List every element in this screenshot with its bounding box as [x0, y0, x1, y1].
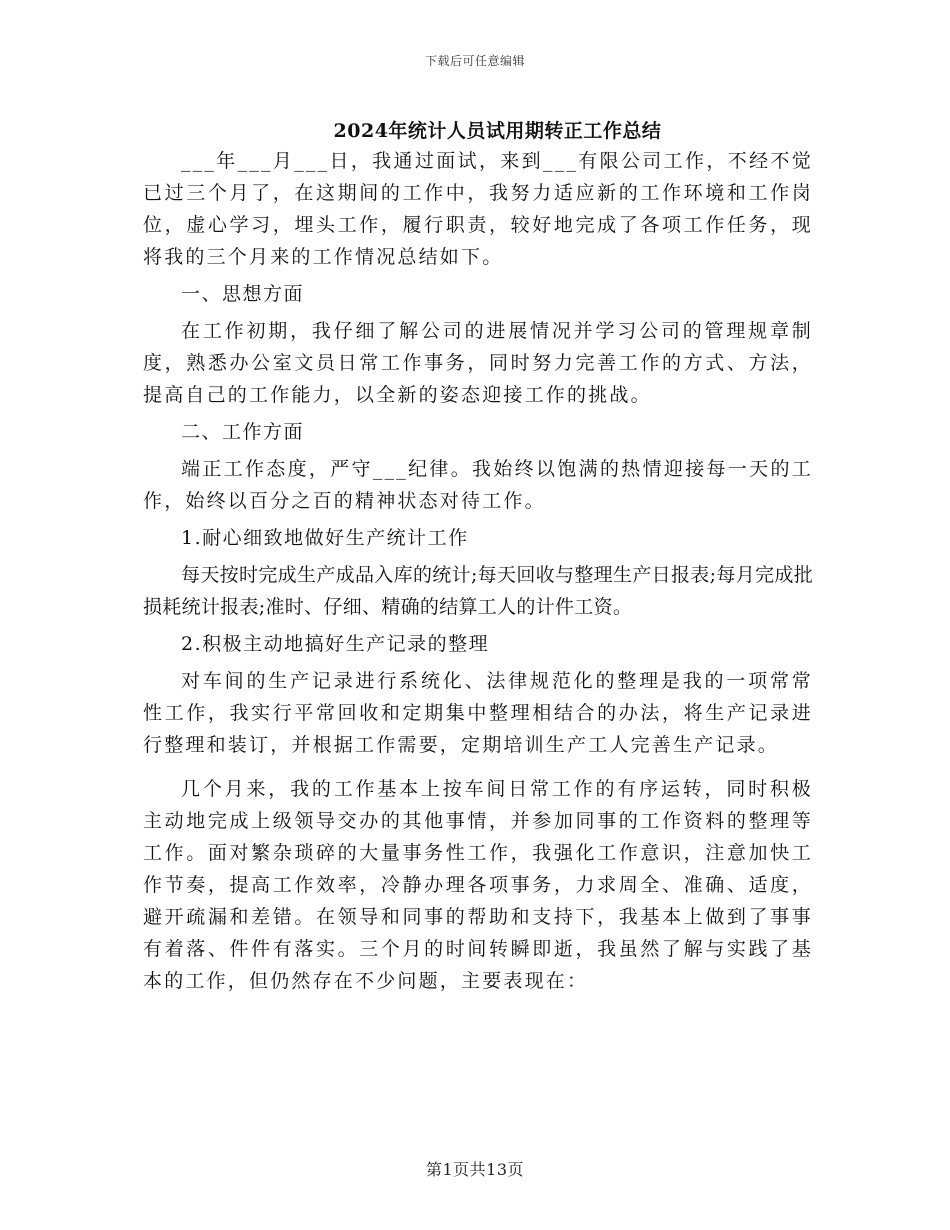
subsection-heading-records: 2.积极主动地搞好生产记录的整理: [181, 633, 490, 655]
section-heading-work: 二、工作方面: [181, 421, 305, 443]
section-heading-thought: 一、思想方面: [181, 283, 305, 305]
header-note: 下载后可任意编辑: [424, 54, 525, 68]
summary-paragraph: 几个月来，我的工作基本上按车间日常工作的有序运转，同时积极主动地完成上级领导交办的其他事情，并参加同事的工作资料的整理等工作。面对繁杂琐碎的大量事务性工作，我强化工作意识，注意加快工作节奏，提高工作效率，冷静办理各项事务，力求周全、准确、适度，避开疏漏和差错。在领导和同事的帮助和支持下，我基本上做到了事事有着落、件件有落实。三个月的时间转瞬即逝，我虽然了解与实践了基本的工作，但仍然存在不少问题，主要表现在：: [143, 778, 813, 992]
page-number: 第1页共13页: [425, 1160, 525, 1179]
statistics-paragraph: 每天按时完成生产成品入库的统计;每天回收与整理生产日报表;每月完成批损耗统计报表;准时、仔细、精确的结算工人的计件工资。: [143, 564, 813, 618]
document-title: 2024年统计人员试用期转正工作总结: [333, 120, 662, 142]
document-body: [143, 145, 813, 1002]
subsection-heading-statistics: 1.耐心细致地做好生产统计工作: [181, 527, 469, 549]
intro-paragraph: ___年___月___日，我通过面试，来到___有限公司工作，不经不觉已过三个月了，在这期间的工作中，我努力适应新的工作环境和工作岗位，虚心学习，埋头工作，履行职责，较好地完成了各项工作任务，现将我的三个月来的工作情况总结如下。: [143, 150, 813, 268]
thought-paragraph: 在工作初期，我仔细了解公司的进展情况并学习公司的管理规章制度，熟悉办公室文员日常工作事务，同时努力完善工作的方式、方法，提高自己的工作能力，以全新的姿态迎接工作的挑战。: [143, 320, 813, 406]
records-paragraph: 对车间的生产记录进行系统化、法律规范化的整理是我的一项常常性工作，我实行平常回收和定期集中整理相结合的办法，将生产记录进行整理和装订，并根据工作需要，定期培训生产工人完善生产记录。: [143, 670, 813, 756]
work-attitude-paragraph: 端正工作态度，严守___纪律。我始终以饱满的热情迎接每一天的工作，始终以百分之百的精神状态对待工作。: [143, 458, 813, 512]
